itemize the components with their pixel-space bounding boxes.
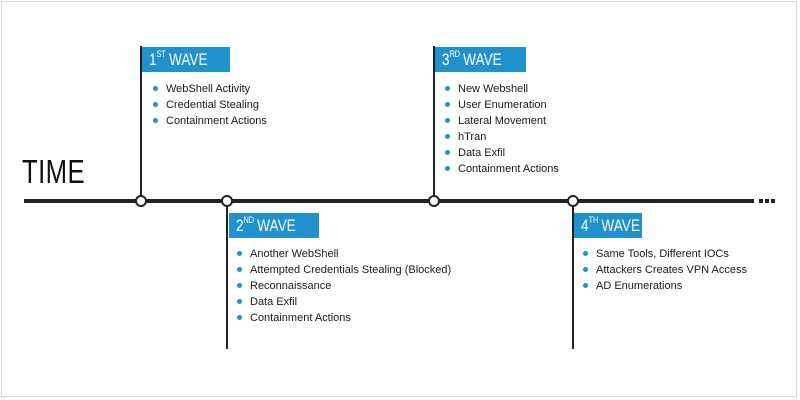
wave-4-label: WAVE — [601, 216, 640, 235]
wave-1-node — [135, 195, 147, 207]
wave-2-node — [221, 195, 233, 207]
time-axis-label: TIME — [22, 153, 86, 190]
bullet-icon — [445, 134, 450, 139]
wave-2-label: WAVE — [257, 216, 296, 235]
wave-3-label: WAVE — [463, 50, 502, 69]
list-item: Data Exfil — [445, 145, 559, 161]
continuation-dot — [759, 199, 763, 203]
bullet-icon — [445, 86, 450, 91]
wave-2-list — [237, 246, 451, 326]
bullet-icon — [153, 118, 158, 123]
wave-3-badge — [435, 47, 526, 72]
continuation-dot — [771, 199, 775, 203]
wave-3-suffix: RD — [449, 49, 460, 59]
bullet-icon — [445, 166, 450, 171]
list-item: WebShell Activity — [153, 81, 267, 97]
wave-4-list — [583, 246, 747, 294]
wave-4-number: 4 — [581, 216, 589, 235]
list-item: Containment Actions — [237, 310, 451, 326]
list-item: Attempted Credentials Stealing (Blocked) — [237, 262, 451, 278]
list-item: Attackers Creates VPN Access — [583, 262, 747, 278]
bullet-icon — [583, 267, 588, 272]
bullet-icon — [237, 315, 242, 320]
list-item: Credential Stealing — [153, 97, 267, 113]
list-item: User Enumeration — [445, 97, 559, 113]
list-item: AD Enumerations — [583, 278, 747, 294]
list-item: Same Tools, Different IOCs — [583, 246, 747, 262]
wave-4-node — [567, 195, 579, 207]
bullet-icon — [237, 299, 242, 304]
bullet-icon — [445, 150, 450, 155]
wave-1-number: 1 — [149, 50, 157, 69]
wave-2-badge — [229, 213, 319, 238]
list-item: Another WebShell — [237, 246, 451, 262]
wave-1-label: WAVE — [168, 50, 208, 69]
wave-2-suffix: ND — [243, 215, 254, 225]
wave-1-suffix: ST — [156, 49, 166, 59]
bullet-icon — [445, 118, 450, 123]
bullet-icon — [237, 267, 242, 272]
wave-4-badge — [574, 213, 642, 238]
bullet-icon — [153, 102, 158, 107]
wave-1-list — [153, 81, 267, 129]
wave-3-number: 3 — [442, 50, 450, 69]
wave-3-node — [428, 195, 440, 207]
list-item: Lateral Movement — [445, 113, 559, 129]
list-item: Containment Actions — [153, 113, 267, 129]
list-item: Data Exfil — [237, 294, 451, 310]
bullet-icon — [153, 86, 158, 91]
wave-3-list — [445, 81, 559, 177]
bullet-icon — [583, 251, 588, 256]
bullet-icon — [237, 283, 242, 288]
list-item: Reconnaissance — [237, 278, 451, 294]
list-item: New Webshell — [445, 81, 559, 97]
wave-2-number: 2 — [236, 216, 244, 235]
continuation-dot — [765, 199, 769, 203]
bullet-icon — [445, 102, 450, 107]
timeline-axis — [24, 199, 754, 203]
timeline-diagram — [1, 1, 797, 397]
bullet-icon — [237, 251, 242, 256]
bullet-icon — [583, 283, 588, 288]
wave-4-suffix: TH — [588, 215, 599, 225]
list-item: hTran — [445, 129, 559, 145]
wave-2-connector — [226, 205, 228, 349]
list-item: Containment Actions — [445, 161, 559, 177]
wave-1-badge — [142, 47, 230, 72]
